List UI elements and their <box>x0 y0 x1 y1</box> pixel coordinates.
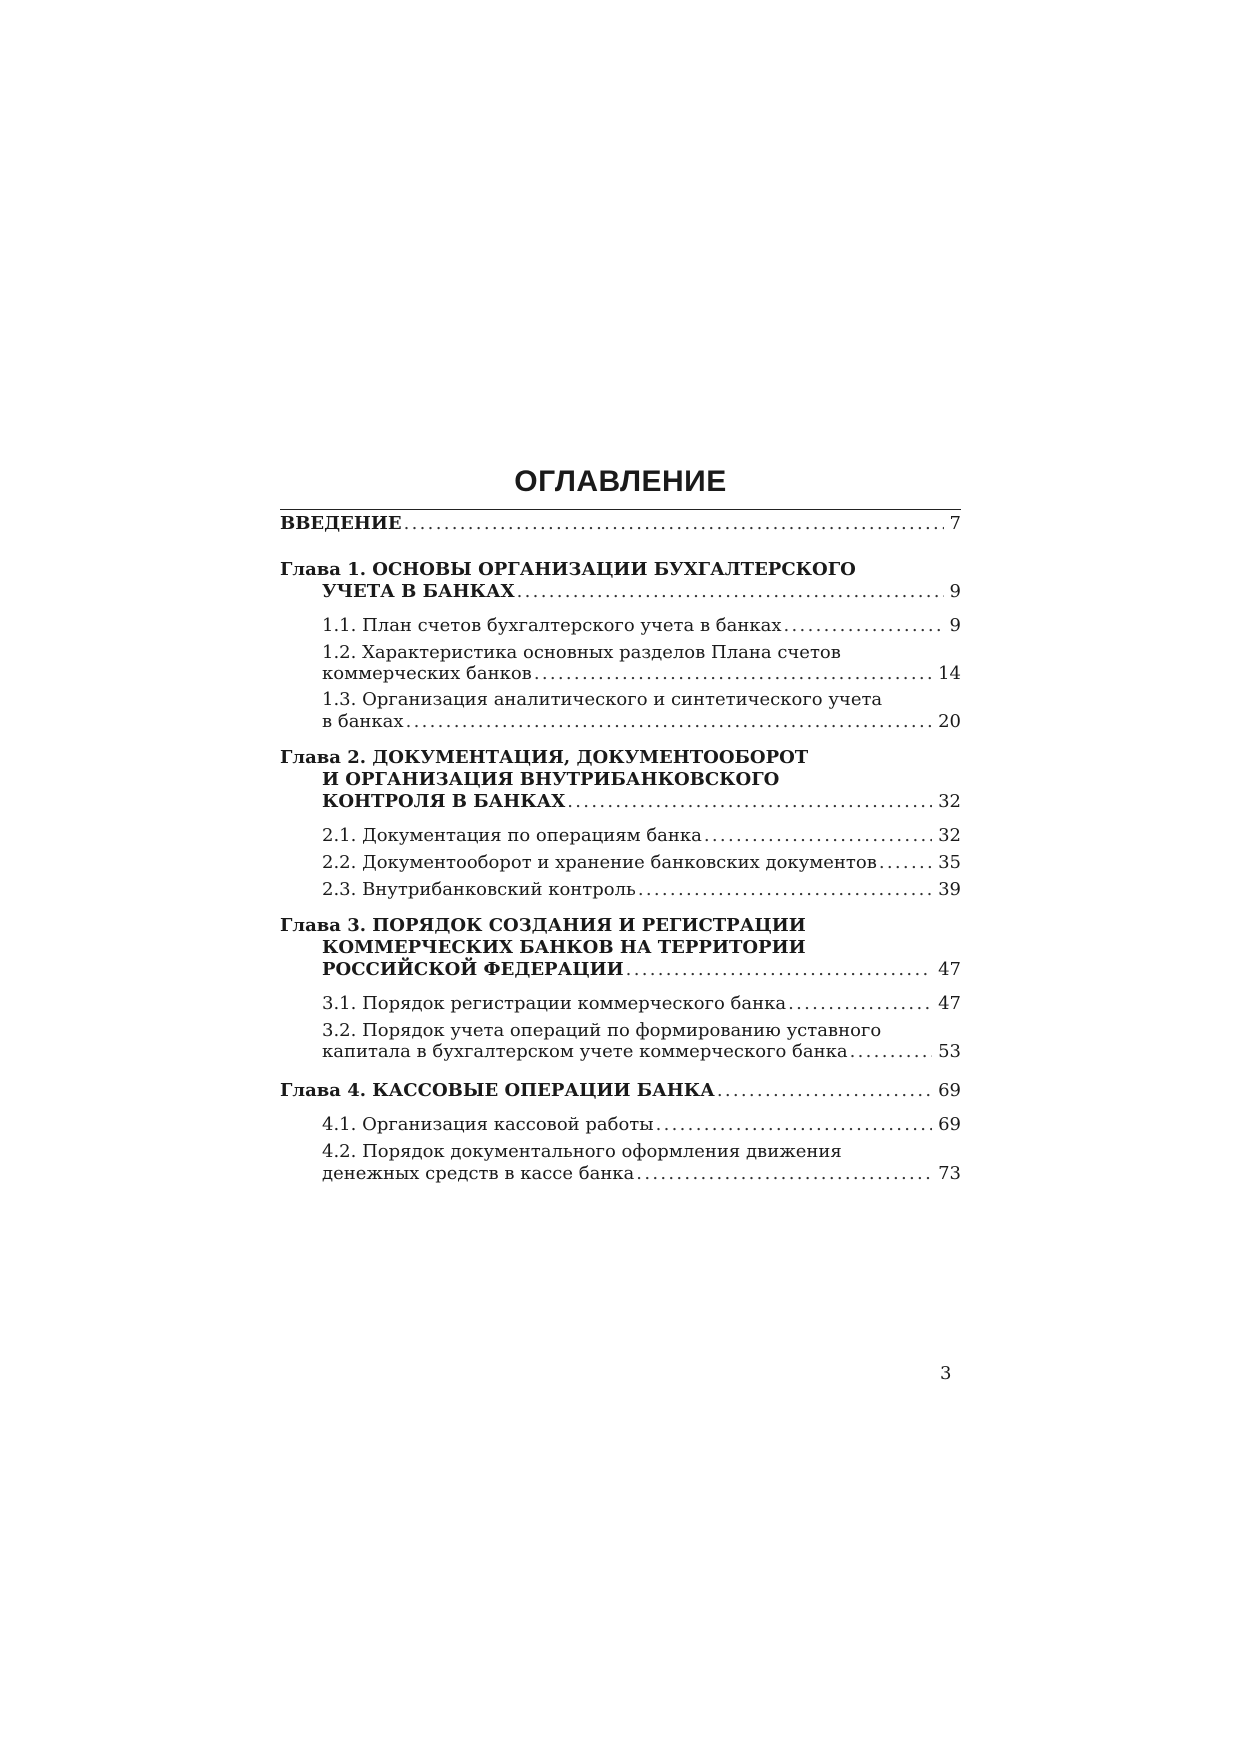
toc-entry-text: коммерческих банков <box>322 663 532 684</box>
toc-section-4-2[interactable] <box>322 1162 961 1186</box>
toc-chapter-3-title-2[interactable] <box>322 936 961 960</box>
toc-section-3-1[interactable] <box>322 992 961 1016</box>
toc-entry-text: 1.3. Организация аналитического и синтетического учета <box>322 689 883 710</box>
toc-entry-text: ВВЕДЕНИЕ <box>280 513 402 534</box>
toc-section-2-3[interactable] <box>322 878 961 902</box>
toc-entry-text: денежных средств в кассе банка <box>322 1163 635 1184</box>
toc-entry-text: Глава 4. КАССОВЫЕ ОПЕРАЦИИ БАНКА <box>280 1080 715 1101</box>
toc-leader-dots <box>638 878 932 902</box>
toc-leader-dots <box>406 710 933 734</box>
toc-chapter-1-title[interactable] <box>280 558 961 582</box>
toc-entry-text: 2.2. Документооборот и хранение банковских документов <box>322 852 877 873</box>
toc-leader-dots <box>567 790 932 814</box>
toc-leader-dots <box>879 851 932 875</box>
toc-chapter-4[interactable] <box>280 1079 961 1103</box>
toc-page-ref: 53 <box>938 1041 961 1062</box>
toc-chapter-3[interactable] <box>322 958 961 982</box>
toc-entry-text: Глава 3. ПОРЯДОК СОЗДАНИЯ И РЕГИСТРАЦИИ <box>280 915 806 936</box>
toc-entry-text: РОССИЙСКОЙ ФЕДЕРАЦИИ <box>322 959 624 980</box>
toc-section-1-1[interactable] <box>322 614 961 638</box>
toc-leader-dots <box>626 958 932 982</box>
toc-entry-text: 4.2. Порядок документального оформления движения <box>322 1141 842 1162</box>
toc-page-ref: 47 <box>938 993 961 1014</box>
toc-entry-text: капитала в бухгалтерском учете коммерческого банка <box>322 1041 848 1062</box>
toc-page-ref: 20 <box>938 711 961 732</box>
toc-entry-text: 2.3. Внутрибанковский контроль <box>322 879 636 900</box>
toc-entry-text: Глава 2. ДОКУМЕНТАЦИЯ, ДОКУМЕНТООБОРОТ <box>280 747 809 768</box>
toc-page-ref: 7 <box>949 513 961 534</box>
toc-page-ref: 14 <box>938 663 961 684</box>
toc-leader-dots <box>517 580 944 604</box>
toc-entry-text: 1.1. План счетов бухгалтерского учета в банках <box>322 615 782 636</box>
toc-entry-text: 3.2. Порядок учета операций по формированию уставного <box>322 1020 882 1041</box>
page-number: 3 <box>940 1363 952 1384</box>
toc-page-ref: 35 <box>938 852 961 873</box>
toc-entry-text: Глава 1. ОСНОВЫ ОРГАНИЗАЦИИ БУХГАЛТЕРСКОГО <box>280 559 856 580</box>
toc-chapter-2-title-2[interactable] <box>322 768 961 792</box>
toc-page-ref: 47 <box>938 959 961 980</box>
toc-entry-text: УЧЕТА В БАНКАХ <box>322 581 515 602</box>
toc-entry-text: 3.1. Порядок регистрации коммерческого банка <box>322 993 787 1014</box>
toc-page-ref: 69 <box>938 1114 961 1135</box>
toc-entry-text: 2.1. Документация по операциям банка <box>322 825 702 846</box>
toc-section-4-2-title[interactable] <box>322 1140 961 1164</box>
toc-chapter-2-title[interactable] <box>280 746 961 770</box>
toc-page-ref: 73 <box>938 1163 961 1184</box>
toc-chapter-2[interactable] <box>322 790 961 814</box>
toc-section-2-1[interactable] <box>322 824 961 848</box>
toc-page-ref: 39 <box>938 879 961 900</box>
toc-page-ref: 9 <box>949 581 961 602</box>
toc-entry-intro[interactable] <box>280 512 961 536</box>
toc-entry-text: 4.1. Организация кассовой работы <box>322 1114 654 1135</box>
toc-leader-dots <box>717 1079 932 1103</box>
page-title: ОГЛАВЛЕНИЕ <box>514 465 727 498</box>
toc-leader-dots <box>784 614 944 638</box>
toc-section-2-2[interactable] <box>322 851 961 875</box>
toc-entry-text: в банках <box>322 711 404 732</box>
toc-entry-text: И ОРГАНИЗАЦИЯ ВНУТРИБАНКОВСКОГО <box>322 769 780 790</box>
toc-section-1-3-title[interactable] <box>322 688 961 712</box>
toc-page-ref: 32 <box>938 825 961 846</box>
toc-leader-dots <box>534 662 932 686</box>
toc-leader-dots <box>850 1040 932 1064</box>
toc-section-4-1[interactable] <box>322 1113 961 1137</box>
toc-leader-dots <box>704 824 932 848</box>
toc-page-ref: 32 <box>938 791 961 812</box>
toc-section-3-2[interactable] <box>322 1040 961 1064</box>
toc-leader-dots <box>404 512 944 536</box>
toc-leader-dots <box>636 1162 932 1186</box>
toc-page-ref: 69 <box>938 1080 961 1101</box>
title-divider <box>280 509 961 510</box>
toc-section-1-3[interactable] <box>322 710 961 734</box>
toc-section-1-2[interactable] <box>322 662 961 686</box>
toc-entry-text: КОММЕРЧЕСКИХ БАНКОВ НА ТЕРРИТОРИИ <box>322 937 806 958</box>
toc-page-ref: 9 <box>949 615 961 636</box>
toc-chapter-3-title[interactable] <box>280 914 961 938</box>
toc-entry-text: КОНТРОЛЯ В БАНКАХ <box>322 791 566 812</box>
toc-leader-dots <box>788 992 932 1016</box>
toc-chapter-1[interactable] <box>322 580 961 604</box>
toc-leader-dots <box>656 1113 933 1137</box>
toc-entry-text: 1.2. Характеристика основных разделов Плана счетов <box>322 642 841 663</box>
